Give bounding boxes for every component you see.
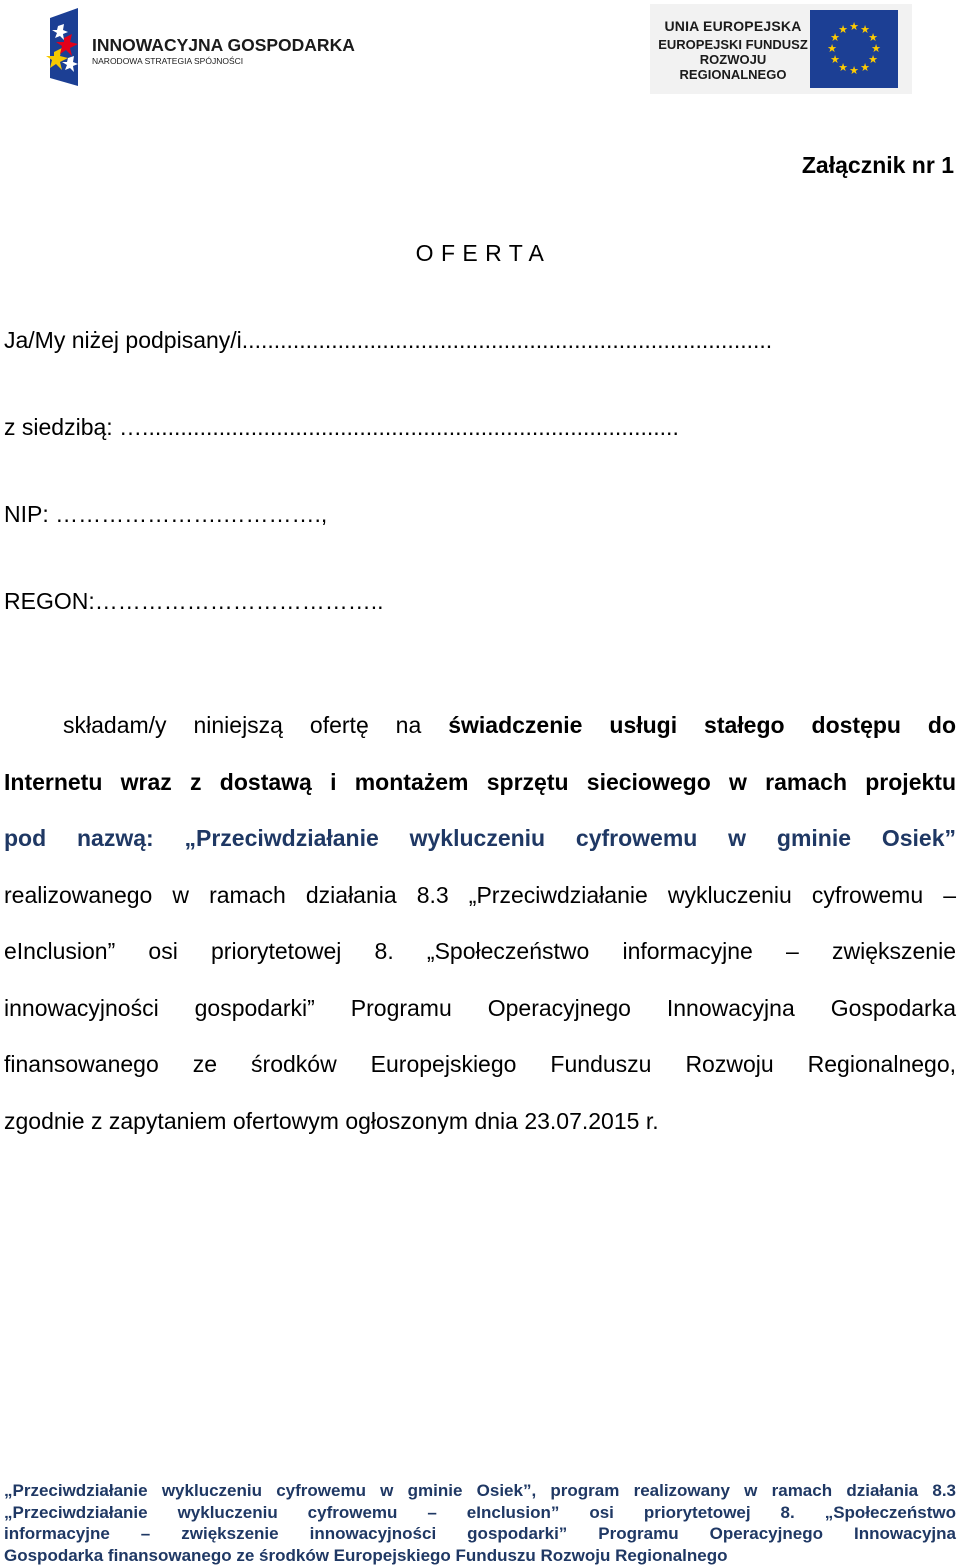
footer-line: Gospodarka finansowanego ze środków Europejskiego Funduszu Rozwoju Regionalnego xyxy=(4,1545,956,1566)
annex-label: Załącznik nr 1 xyxy=(802,150,954,180)
ue-line-1: UNIA EUROPEJSKA xyxy=(658,18,808,34)
svg-text:★: ★ xyxy=(860,61,870,74)
svg-text:★: ★ xyxy=(838,23,848,36)
svg-text:★: ★ xyxy=(860,23,870,36)
svg-text:★: ★ xyxy=(830,53,840,66)
svg-text:★: ★ xyxy=(871,42,881,55)
svg-text:★: ★ xyxy=(838,61,848,74)
offer-title: O F E R T A xyxy=(0,238,960,268)
paragraph-line: innowacyjności gospodarki” Programu Operacyjnego Innowacyjna Gospodarka xyxy=(4,980,956,1037)
unia-europejska-logo xyxy=(650,4,912,94)
paragraph-line: finansowanego ze środków Europejskiego Funduszu Rozwoju Regionalnego, xyxy=(4,1036,956,1093)
svg-text:★: ★ xyxy=(830,31,840,44)
footer-line: „Przeciwdziałanie wykluczeniu cyfrowemu – eInclusion” osi priorytetowej 8. „Społeczeństwo xyxy=(4,1502,956,1524)
innowacyjna-gospodarka-emblem xyxy=(44,8,304,86)
nip-field: NIP: ………………….…………., xyxy=(4,499,327,529)
paragraph-line: zgodnie z zapytaniem ofertowym ogłoszonym dnia 23.07.2015 r. xyxy=(4,1093,956,1150)
regon-field: REGON:……………………………….. xyxy=(4,586,384,616)
paragraph-line xyxy=(4,697,956,754)
paragraph-line-1-normal: składam/y niniejszą ofertę na xyxy=(63,712,421,738)
footer-line: informacyjne – zwiększenie innowacyjności gospodarki” Programu Operacyjnego Innowacyjna xyxy=(4,1523,956,1545)
svg-text:★: ★ xyxy=(868,53,878,66)
offer-paragraph xyxy=(4,697,956,1149)
svg-text:NARODOWA STRATEGIA SPÓJNOŚCI: NARODOWA STRATEGIA SPÓJNOŚCI xyxy=(92,55,243,66)
innowacyjna-gospodarka-logo xyxy=(44,8,304,86)
ue-line-3: ROZWOJU REGIONALNEGO xyxy=(658,52,808,82)
signatory-field: Ja/My niżej podpisany/i................................................................................... xyxy=(4,325,772,355)
unia-europejska-text xyxy=(658,18,808,82)
svg-text:INNOWACYJNA GOSPODARKA: INNOWACYJNA GOSPODARKA xyxy=(92,35,355,55)
paragraph-line: pod nazwą: „Przeciwdziałanie wykluczeniu cyfrowemu w gminie Osiek” xyxy=(4,810,956,867)
eu-flag-icon xyxy=(810,10,898,88)
paragraph-line-1-bold: świadczenie usługi stałego dostępu do xyxy=(448,712,956,738)
svg-text:★: ★ xyxy=(849,64,859,77)
svg-text:★: ★ xyxy=(827,42,837,55)
svg-text:★: ★ xyxy=(849,20,859,33)
paragraph-line: realizowanego w ramach działania 8.3 „Przeciwdziałanie wykluczeniu cyfrowemu – xyxy=(4,867,956,924)
page-footer xyxy=(4,1480,956,1566)
seat-field: z siedzibą: ….................................................................................... xyxy=(4,412,679,442)
svg-text:★: ★ xyxy=(868,31,878,44)
paragraph-line: Internetu wraz z dostawą i montażem sprzętu sieciowego w ramach projektu xyxy=(4,754,956,811)
paragraph-line: eInclusion” osi priorytetowej 8. „Społeczeństwo informacyjne – zwiększenie xyxy=(4,923,956,980)
ue-line-2: EUROPEJSKI FUNDUSZ xyxy=(658,37,808,52)
footer-line: „Przeciwdziałanie wykluczeniu cyfrowemu w gminie Osiek”, program realizowany w ramach działania 8.3 xyxy=(4,1480,956,1502)
